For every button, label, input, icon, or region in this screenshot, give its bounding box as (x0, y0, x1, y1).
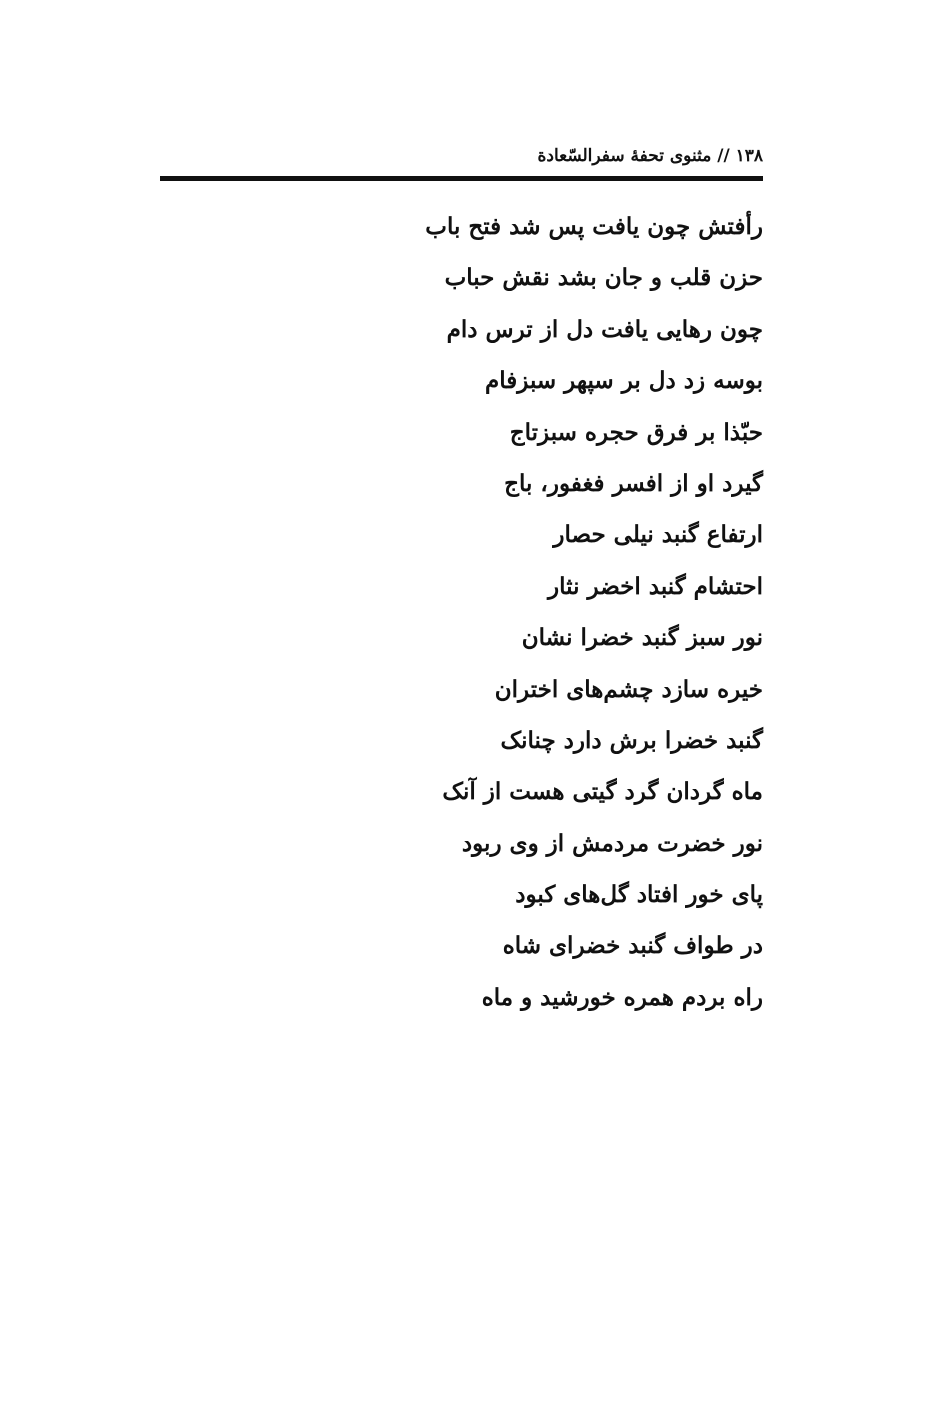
verse-line: گنبد خضرا برش دارد چنانک (500, 726, 763, 754)
running-header: ۱۳۸ // مثنوی تحفهٔ سفرالسّعادة (537, 146, 763, 166)
verse-line: راه بردم همره خورشید و ماه (481, 983, 763, 1011)
verse-line: رأفتش چون یافت پس شد فتح باب (425, 213, 763, 240)
verse-list (160, 205, 763, 1027)
verse-line: خیره سازد چشم‌های اختران (494, 675, 763, 703)
verse-line: ارتفاع گنبد نیلی حصار (553, 521, 763, 549)
verse-line: پای خور افتاد گل‌های کبود (515, 881, 763, 909)
verse-line: بوسه زد دل بر سپهر سبزفام (485, 367, 763, 395)
verse-line: گیرد او از افسر فغفور، باج (504, 469, 763, 497)
verse-line: چون رهایی یافت دل از ترس دام (446, 315, 763, 343)
verse-line: حبّذا بر فرق حجره سبزتاج (509, 418, 763, 446)
verse-line: حزن قلب و جان بشد نقش حباب (444, 264, 763, 292)
verse-line: نور خضرت مردمش از وی ربود (461, 829, 763, 857)
verse-line: احتشام گنبد اخضر نثار (548, 572, 763, 600)
header-rule (160, 176, 763, 181)
verse-line: در طواف گنبد خضرای شاه (502, 932, 763, 960)
verse-line: ماه گردان گرد گیتی هست از آنک (442, 778, 763, 806)
verse-line: نور سبز گنبد خضرا نشان (521, 624, 763, 652)
